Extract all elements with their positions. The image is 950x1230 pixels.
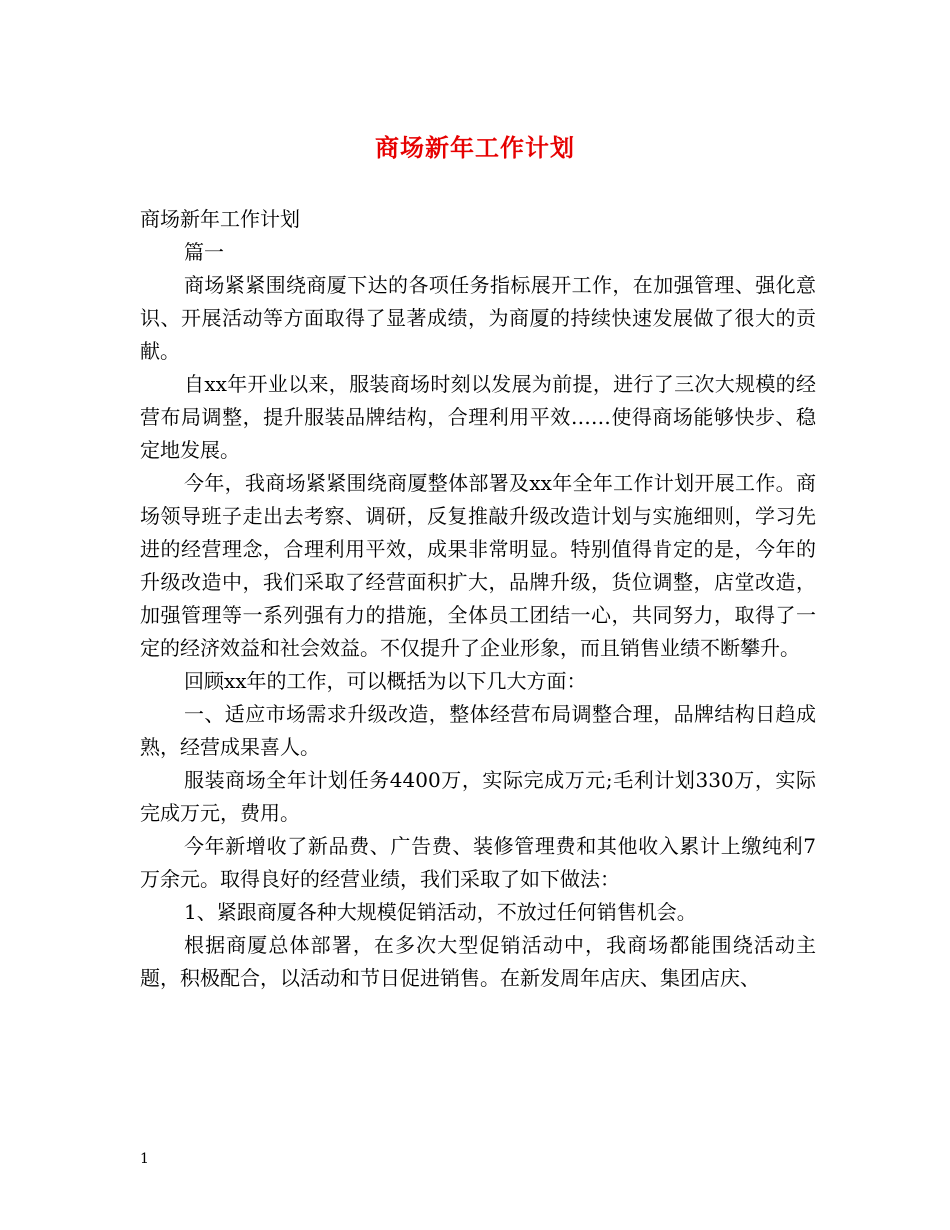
document-title: 商场新年工作计划 <box>375 133 575 162</box>
paragraph: 今年新增收了新品费、广告费、装修管理费和其他收入累计上缴纯利7万余元。取得良好的经营业绩，我们采取了如下做法： <box>140 834 816 891</box>
body-heading: 商场新年工作计划 <box>140 207 300 231</box>
paragraph: 服装商场全年计划任务4400万，实际完成万元;毛利计划330万，实际完成万元，费用。 <box>140 768 816 825</box>
page-number: 1 <box>140 1151 149 1167</box>
document-body <box>140 203 816 995</box>
paragraph: 一、适应市场需求升级改造，整体经营布局调整合理，品牌结构日趋成熟，经营成果喜人。 <box>140 702 816 759</box>
paragraph: 商场紧紧围绕商厦下达的各项任务指标展开工作，在加强管理、强化意识、开展活动等方面取得了显著成绩，为商厦的持续快速发展做了很大的贡献。 <box>140 273 816 363</box>
paragraph: 根据商厦总体部署，在多次大型促销活动中，我商场都能围绕活动主题，积极配合，以活动和节日促进销售。在新发周年店庆、集团店庆、 <box>140 933 816 990</box>
section-label: 篇一 <box>184 240 224 264</box>
paragraph: 今年，我商场紧紧围绕商厦整体部署及xx年全年工作计划开展工作。商场领导班子走出去考察、调研，反复推敲升级改造计划与实施细则，学习先进的经营理念，合理利用平效，成果非常明显。特别值得肯定的是，今年的升级改造中，我们采取了经营面积扩大，品牌升级，货位调整，店堂改造，加强管理等一系列强有力的措施，全体员工团结一心，共同努力，取得了一定的经济效益和社会效益。不仅提升了企业形象，而且销售业绩不断攀升。 <box>140 471 816 660</box>
paragraph: 回顾xx年的工作，可以概括为以下几大方面： <box>184 669 587 693</box>
paragraph: 自xx年开业以来，服装商场时刻以发展为前提，进行了三次大规模的经营布局调整，提升服装品牌结构，合理利用平效……使得商场能够快步、稳定地发展。 <box>140 372 816 462</box>
paragraph: 1、紧跟商厦各种大规模促销活动，不放过任何销售机会。 <box>184 900 697 924</box>
